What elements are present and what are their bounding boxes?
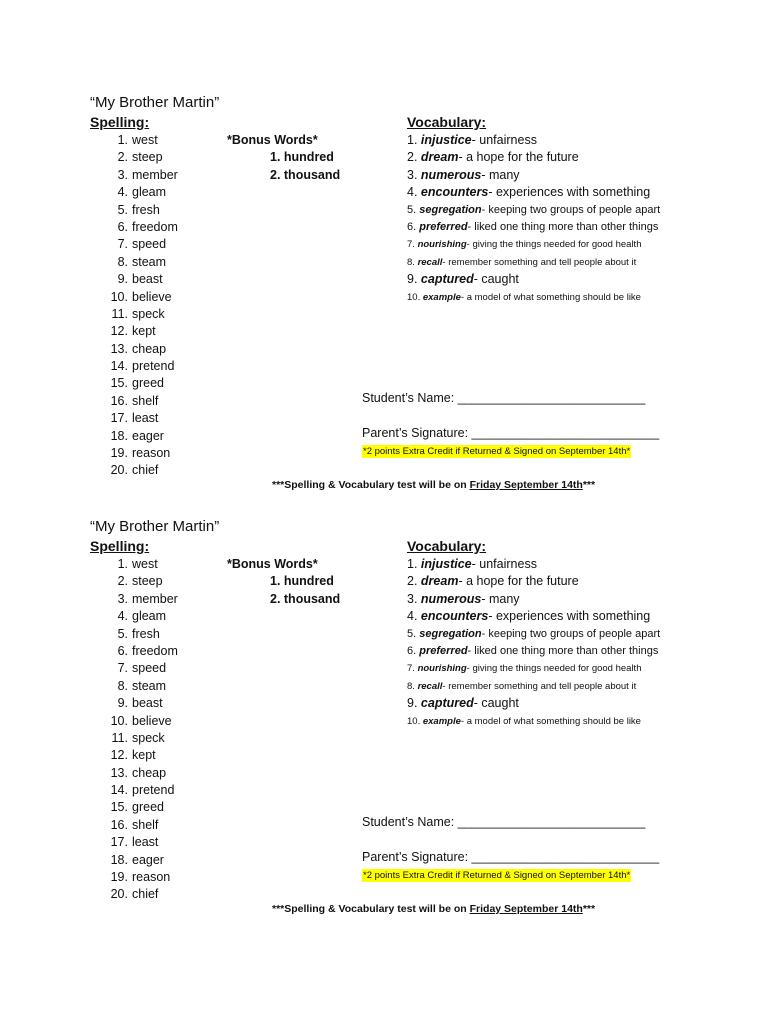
spelling-number: 8. xyxy=(117,254,128,269)
vocabulary-item xyxy=(407,236,737,253)
spelling-number: 3. xyxy=(117,167,128,182)
vocabulary-definition: - caught xyxy=(473,696,519,711)
test-date: Friday September 14th xyxy=(469,479,583,491)
bonus-heading: *Bonus Words* xyxy=(227,557,318,571)
vocabulary-term: example xyxy=(422,715,461,727)
spelling-item xyxy=(100,608,178,625)
spelling-word: least xyxy=(132,411,159,426)
spelling-word: freedom xyxy=(132,219,178,234)
story-title: “My Brother Martin” xyxy=(90,518,220,535)
spelling-number: 12. xyxy=(110,748,128,763)
spelling-item xyxy=(100,730,178,747)
spelling-word: steep xyxy=(132,574,163,589)
vocabulary-item xyxy=(407,219,737,236)
vocabulary-number: 9. xyxy=(407,272,418,287)
vocabulary-term: nourishing xyxy=(417,663,467,675)
spelling-number: 2. xyxy=(117,150,128,165)
spelling-item xyxy=(100,167,178,184)
spelling-number: 19. xyxy=(110,870,128,885)
vocabulary-term: injustice xyxy=(420,557,472,571)
spelling-word: speed xyxy=(132,661,167,676)
spelling-number: 7. xyxy=(117,661,128,676)
spelling-word: chief xyxy=(132,887,159,902)
spelling-word: cheap xyxy=(132,765,167,780)
spelling-item xyxy=(100,817,178,834)
vocabulary-term: numerous xyxy=(420,167,482,182)
vocabulary-number: 7. xyxy=(407,663,415,675)
spelling-item xyxy=(100,219,178,236)
vocabulary-definition: - keeping two groups of people apart xyxy=(481,203,661,216)
extra-credit-note: *2 points Extra Credit if Returned & Signed on September 14th* xyxy=(363,870,631,881)
spelling-number: 15. xyxy=(110,800,128,815)
vocabulary-term: preferred xyxy=(419,220,468,233)
vocabulary-term: numerous xyxy=(420,591,482,606)
spelling-item xyxy=(100,643,178,660)
spelling-number: 5. xyxy=(117,202,128,217)
spelling-item xyxy=(100,254,178,271)
vocabulary-item xyxy=(407,713,737,730)
spelling-number: 13. xyxy=(110,341,128,356)
spelling-number: 10. xyxy=(110,289,128,304)
spelling-item xyxy=(100,852,178,869)
vocabulary-number: 1. xyxy=(407,557,418,571)
spelling-word: gleam xyxy=(132,609,167,624)
spelling-number: 3. xyxy=(117,591,128,606)
vocabulary-item xyxy=(407,626,737,643)
vocabulary-term: captured xyxy=(420,696,474,711)
spelling-word: member xyxy=(132,167,178,182)
spelling-word: gleam xyxy=(132,185,167,200)
spelling-word: kept xyxy=(132,748,156,763)
spelling-number: 16. xyxy=(110,817,128,832)
spelling-item xyxy=(100,678,178,695)
spelling-item xyxy=(100,445,178,462)
test-notice-end: *** xyxy=(582,479,596,491)
spelling-number: 4. xyxy=(117,609,128,624)
vocabulary-definition: - liked one thing more than other things xyxy=(467,220,659,233)
vocabulary-item xyxy=(407,608,737,625)
spelling-item xyxy=(100,782,178,799)
spelling-number: 6. xyxy=(117,643,128,658)
vocabulary-heading: Vocabulary: xyxy=(407,538,487,554)
vocabulary-item xyxy=(407,184,737,201)
vocabulary-item xyxy=(407,695,737,712)
vocabulary-number: 6. xyxy=(407,644,417,657)
spelling-item xyxy=(100,375,178,392)
vocabulary-number: 3. xyxy=(407,167,418,182)
spelling-item xyxy=(100,428,178,445)
spelling-number: 16. xyxy=(110,393,128,408)
spelling-item xyxy=(100,132,178,149)
spelling-number: 5. xyxy=(117,626,128,641)
vocabulary-number: 3. xyxy=(407,591,418,606)
spelling-item xyxy=(100,323,178,340)
spelling-item xyxy=(100,289,178,306)
vocabulary-definition: - experiences with something xyxy=(488,185,651,200)
vocabulary-definition: - many xyxy=(481,591,520,606)
vocabulary-definition: - keeping two groups of people apart xyxy=(481,627,661,640)
worksheet-section xyxy=(0,94,770,518)
spelling-word: eager xyxy=(132,428,164,443)
vocabulary-list xyxy=(407,132,737,306)
extra-credit-note: *2 points Extra Credit if Returned & Signed on September 14th* xyxy=(363,446,631,457)
vocabulary-definition: - giving the things needed for good health xyxy=(466,663,642,675)
spelling-word: member xyxy=(132,591,178,606)
spelling-item xyxy=(100,886,178,903)
vocabulary-definition: - unfairness xyxy=(471,133,537,147)
spelling-item xyxy=(100,713,178,730)
vocabulary-heading: Vocabulary: xyxy=(407,114,487,130)
spelling-item xyxy=(100,591,178,608)
spelling-number: 7. xyxy=(117,237,128,252)
vocabulary-item xyxy=(407,149,737,166)
spelling-word: pretend xyxy=(132,359,175,374)
spelling-item xyxy=(100,834,178,851)
spelling-word: west xyxy=(132,133,158,147)
vocabulary-definition: - caught xyxy=(473,272,519,287)
spelling-item xyxy=(100,747,178,764)
spelling-number: 15. xyxy=(110,376,128,391)
vocabulary-number: 10. xyxy=(407,291,421,303)
spelling-word: steam xyxy=(132,254,167,269)
spelling-item xyxy=(100,556,178,573)
spelling-item xyxy=(100,393,178,410)
spelling-number: 11. xyxy=(111,730,128,745)
spelling-item xyxy=(100,660,178,677)
vocabulary-term: segregation xyxy=(419,627,482,640)
vocabulary-number: 10. xyxy=(407,715,421,727)
vocabulary-term: recall xyxy=(417,256,443,268)
vocabulary-item xyxy=(407,167,737,184)
spelling-word: pretend xyxy=(132,783,175,798)
vocabulary-term: encounters xyxy=(420,185,489,200)
vocabulary-term: recall xyxy=(417,680,443,692)
test-notice-end: *** xyxy=(582,903,596,915)
bonus-word: 1. hundred xyxy=(270,574,334,589)
spelling-item xyxy=(100,202,178,219)
vocabulary-definition: - a model of what something should be like xyxy=(460,715,641,727)
vocabulary-item xyxy=(407,132,737,149)
spelling-item xyxy=(100,358,178,375)
vocabulary-term: example xyxy=(422,291,461,303)
spelling-list xyxy=(100,132,178,480)
spelling-item xyxy=(100,869,178,886)
vocabulary-number: 2. xyxy=(407,574,418,589)
spelling-word: speck xyxy=(132,306,165,321)
spelling-number: 11. xyxy=(111,306,128,321)
vocabulary-definition: - unfairness xyxy=(471,557,537,571)
vocabulary-term: dream xyxy=(420,574,459,589)
spelling-number: 10. xyxy=(110,713,128,728)
spelling-number: 4. xyxy=(117,185,128,200)
spelling-word: reason xyxy=(132,870,171,885)
vocabulary-item xyxy=(407,556,737,573)
spelling-word: beast xyxy=(132,696,163,711)
vocabulary-number: 8. xyxy=(407,256,415,268)
vocabulary-item xyxy=(407,254,737,271)
spelling-word: kept xyxy=(132,324,156,339)
vocabulary-definition: - remember something and tell people about it xyxy=(442,680,637,692)
vocabulary-number: 9. xyxy=(407,696,418,711)
vocabulary-item xyxy=(407,289,737,306)
vocabulary-definition: - a model of what something should be like xyxy=(460,291,641,303)
spelling-number: 12. xyxy=(110,324,128,339)
vocabulary-definition: - a hope for the future xyxy=(458,150,579,165)
spelling-word: greed xyxy=(132,376,164,391)
spelling-item xyxy=(100,626,178,643)
vocabulary-term: dream xyxy=(420,150,459,165)
spelling-item xyxy=(100,341,178,358)
vocabulary-number: 4. xyxy=(407,609,418,624)
vocabulary-number: 6. xyxy=(407,220,417,233)
spelling-word: chief xyxy=(132,463,159,478)
spelling-number: 18. xyxy=(110,852,128,867)
vocabulary-definition: - giving the things needed for good health xyxy=(466,239,642,251)
test-notice-text: ***Spelling & Vocabulary test will be on xyxy=(272,479,470,491)
spelling-word: shelf xyxy=(132,393,159,408)
spelling-number: 8. xyxy=(117,678,128,693)
vocabulary-term: injustice xyxy=(420,133,472,147)
spelling-word: fresh xyxy=(132,202,160,217)
vocabulary-term: encounters xyxy=(420,609,489,624)
spelling-item xyxy=(100,573,178,590)
spelling-number: 17. xyxy=(110,411,128,426)
spelling-number: 13. xyxy=(110,765,128,780)
spelling-number: 20. xyxy=(110,463,128,478)
spelling-number: 20. xyxy=(110,887,128,902)
spelling-number: 1. xyxy=(117,557,128,571)
spelling-number: 6. xyxy=(117,219,128,234)
spelling-word: shelf xyxy=(132,817,159,832)
spelling-list xyxy=(100,556,178,904)
bonus-word: 1. hundred xyxy=(270,150,334,165)
vocabulary-number: 5. xyxy=(407,627,417,640)
vocabulary-item xyxy=(407,678,737,695)
worksheet-section xyxy=(0,518,770,942)
vocabulary-item xyxy=(407,202,737,219)
test-date: Friday September 14th xyxy=(469,903,583,915)
spelling-word: believe xyxy=(132,713,172,728)
spelling-number: 2. xyxy=(117,574,128,589)
spelling-item xyxy=(100,799,178,816)
vocabulary-item xyxy=(407,643,737,660)
spelling-word: steam xyxy=(132,678,167,693)
spelling-word: greed xyxy=(132,800,164,815)
vocabulary-definition: - remember something and tell people about it xyxy=(442,256,637,268)
spelling-heading: Spelling: xyxy=(90,538,150,554)
spelling-item xyxy=(100,184,178,201)
vocabulary-number: 1. xyxy=(407,133,418,147)
test-notice-text: ***Spelling & Vocabulary test will be on xyxy=(272,903,470,915)
spelling-number: 17. xyxy=(110,835,128,850)
spelling-word: cheap xyxy=(132,341,167,356)
bonus-heading: *Bonus Words* xyxy=(227,133,318,147)
parent-signature-field[interactable]: Parent’s Signature: ___________________________ xyxy=(362,850,660,864)
spelling-word: believe xyxy=(132,289,172,304)
vocabulary-definition: - many xyxy=(481,167,520,182)
spelling-word: west xyxy=(132,557,158,571)
vocabulary-term: preferred xyxy=(419,644,468,657)
spelling-number: 9. xyxy=(117,696,128,711)
vocabulary-number: 5. xyxy=(407,203,417,216)
student-name-field[interactable]: Student’s Name: ___________________________ xyxy=(362,815,646,829)
bonus-word: 2. thousand xyxy=(270,591,341,606)
vocabulary-definition: - experiences with something xyxy=(488,609,651,624)
vocabulary-number: 8. xyxy=(407,680,415,692)
spelling-word: steep xyxy=(132,150,163,165)
spelling-number: 9. xyxy=(117,272,128,287)
student-name-field[interactable]: Student’s Name: ___________________________ xyxy=(362,391,646,405)
vocabulary-term: segregation xyxy=(419,203,482,216)
spelling-item xyxy=(100,410,178,427)
spelling-item xyxy=(100,306,178,323)
spelling-item xyxy=(100,462,178,479)
vocabulary-definition: - liked one thing more than other things xyxy=(467,644,659,657)
spelling-word: freedom xyxy=(132,643,178,658)
parent-signature-field[interactable]: Parent’s Signature: ___________________________ xyxy=(362,426,660,440)
spelling-word: fresh xyxy=(132,626,160,641)
spelling-number: 19. xyxy=(110,446,128,461)
vocabulary-item xyxy=(407,660,737,677)
spelling-item xyxy=(100,236,178,253)
test-date-notice xyxy=(272,903,595,915)
vocabulary-item xyxy=(407,573,737,590)
spelling-word: reason xyxy=(132,446,171,461)
spelling-number: 1. xyxy=(117,133,128,147)
vocabulary-number: 2. xyxy=(407,150,418,165)
spelling-word: least xyxy=(132,835,159,850)
story-title: “My Brother Martin” xyxy=(90,94,220,111)
spelling-heading: Spelling: xyxy=(90,114,150,130)
vocabulary-number: 4. xyxy=(407,185,418,200)
vocabulary-item xyxy=(407,591,737,608)
spelling-item xyxy=(100,149,178,166)
vocabulary-term: nourishing xyxy=(417,239,467,251)
spelling-word: speed xyxy=(132,237,167,252)
spelling-number: 18. xyxy=(110,428,128,443)
spelling-item xyxy=(100,695,178,712)
spelling-word: speck xyxy=(132,730,165,745)
spelling-item xyxy=(100,271,178,288)
vocabulary-list xyxy=(407,556,737,730)
spelling-word: eager xyxy=(132,852,164,867)
spelling-number: 14. xyxy=(110,783,128,798)
spelling-item xyxy=(100,765,178,782)
spelling-word: beast xyxy=(132,272,163,287)
bonus-word: 2. thousand xyxy=(270,167,341,182)
vocabulary-term: captured xyxy=(420,272,474,287)
vocabulary-item xyxy=(407,271,737,288)
test-date-notice xyxy=(272,479,595,491)
vocabulary-definition: - a hope for the future xyxy=(458,574,579,589)
vocabulary-number: 7. xyxy=(407,239,415,251)
spelling-number: 14. xyxy=(110,359,128,374)
